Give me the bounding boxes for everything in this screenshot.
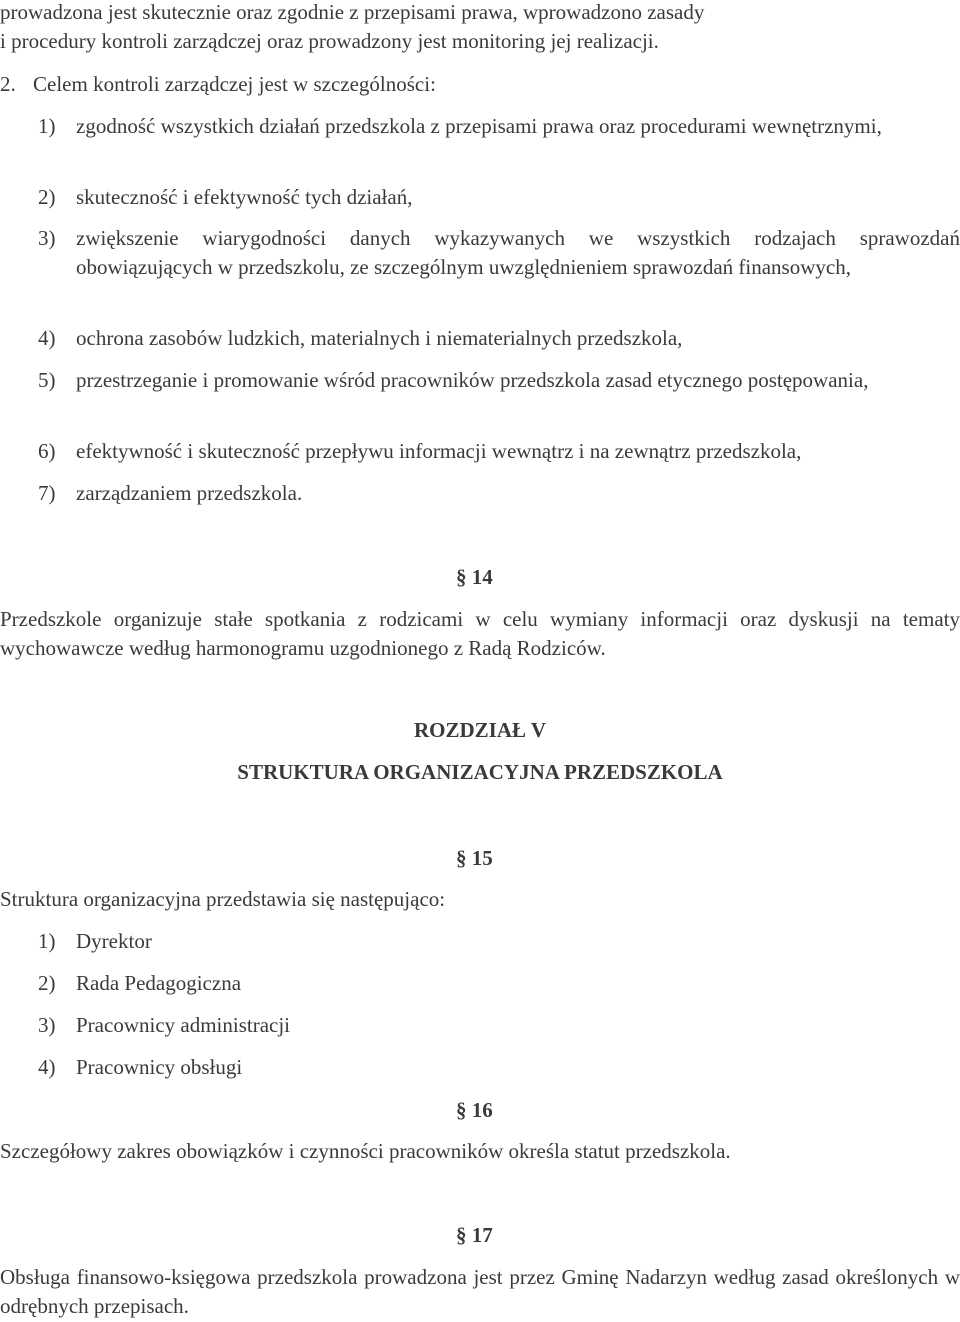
- goal-number: 4): [38, 326, 56, 350]
- section-17-text: Obsługa finansowo-księgowa przedszkola prowadzona jest przez Gminę Nadarzyn według zasad określonych w odrębnych przepisach.: [0, 1265, 960, 1318]
- point-2-text: Celem kontroli zarządczej jest w szczególności:: [33, 72, 436, 96]
- goal-text: skuteczność i efektywność tych działań,: [76, 185, 413, 209]
- point-2-number: 2.: [0, 72, 16, 96]
- goal-text: przestrzeganie i promowanie wśród pracowników przedszkola zasad etycznego postępowania,: [76, 368, 869, 392]
- goal-number: 6): [38, 439, 56, 463]
- goal-text: zarządzaniem przedszkola.: [76, 481, 303, 505]
- chapter-title: ROZDZIAŁ V: [413, 718, 547, 742]
- structure-text: Rada Pedagogiczna: [76, 971, 242, 995]
- structure-number: 3): [38, 1013, 56, 1037]
- goal-number: 1): [38, 114, 56, 138]
- structure-text: Pracownicy administracji: [76, 1013, 291, 1037]
- section-16-text: Szczegółowy zakres obowiązków i czynności pracowników określa statut przedszkola.: [0, 1139, 731, 1163]
- goal-number: 5): [38, 368, 56, 392]
- section-14-text: Przedszkole organizuje stałe spotkania z rodzicami w celu wymiany informacji oraz dyskusji na tematy wychowawcze według harmonogramu uzgodnionego z Radą Rodziców.: [0, 607, 960, 660]
- structure-number: 1): [38, 929, 56, 953]
- section-14-heading: § 14: [456, 565, 493, 589]
- section-16-heading: § 16: [456, 1098, 493, 1122]
- structure-number: 4): [38, 1055, 56, 1079]
- intro-line-1: prowadzona jest skutecznie oraz zgodnie z przepisami prawa, wprowadzono zasady: [0, 0, 705, 24]
- structure-number: 2): [38, 971, 56, 995]
- structure-text: Dyrektor: [76, 929, 152, 953]
- goal-text: ochrona zasobów ludzkich, materialnych i niematerialnych przedszkola,: [76, 326, 683, 350]
- chapter-subtitle: STRUKTURA ORGANIZACYJNA PRZEDSZKOLA: [237, 760, 723, 784]
- goal-text: efektywność i skuteczność przepływu informacji wewnątrz i na zewnątrz przedszkola,: [76, 439, 802, 463]
- goal-text: zgodność wszystkich działań przedszkola z przepisami prawa oraz procedurami wewnętrznymi,: [76, 114, 882, 138]
- section-15-intro: Struktura organizacyjna przedstawia się następująco:: [0, 887, 446, 911]
- intro-line-2: i procedury kontroli zarządczej oraz prowadzony jest monitoring jej realizacji.: [0, 29, 659, 53]
- goal-number: 7): [38, 481, 56, 505]
- section-15-heading: § 15: [456, 846, 493, 870]
- goal-text: zwiększenie wiarygodności danych wykazywanych we wszystkich rodzajach sprawozdań obowiązujących w przedszkolu, ze szczególnym uwzględnieniem sprawozdań finansowych,: [76, 226, 960, 279]
- structure-text: Pracownicy obsługi: [76, 1055, 243, 1079]
- goal-number: 3): [38, 226, 56, 250]
- section-17-heading: § 17: [456, 1223, 493, 1247]
- goal-number: 2): [38, 185, 56, 209]
